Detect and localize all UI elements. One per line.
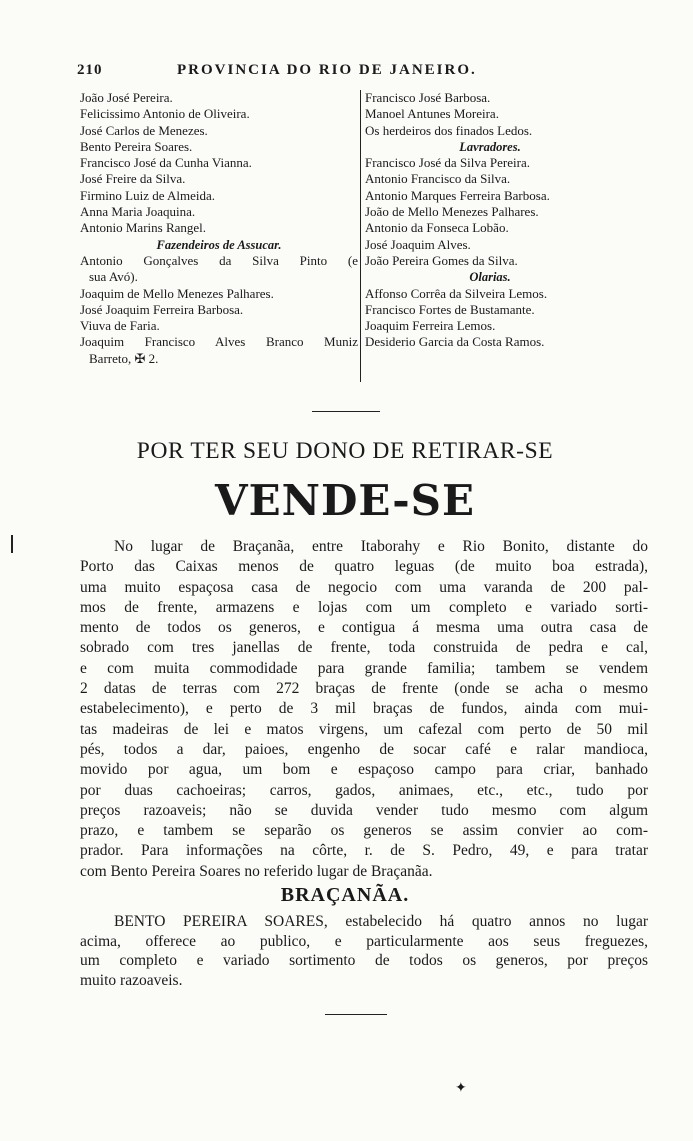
list-item: Firmino Luiz de Almeida. <box>80 187 216 203</box>
text-line: uma muito espaçosa casa de negocio com uma varanda de 200 pal- <box>80 578 648 596</box>
text-line: muito razoaveis. <box>80 971 183 989</box>
section-heading-olarias: Olarias. <box>469 270 511 285</box>
text-line: sobrado com tres janellas de frente, toda construida de pedra e cal, <box>80 639 648 657</box>
advert-sub-heading: BRAÇANÃA. <box>280 884 410 906</box>
advert-headline: VENDE-SE <box>215 476 475 525</box>
text-line: movido por agua, um bom e espaçoso campo para criar, banhado <box>80 761 648 779</box>
page-header <box>77 62 547 82</box>
section-divider <box>312 411 380 412</box>
list-item: José Carlos de Menezes. <box>80 122 208 138</box>
list-item: José Joaquim Ferreira Barbosa. <box>80 301 244 317</box>
list-item: Manoel Antunes Moreira. <box>365 106 499 122</box>
ornament-icon: ✦ <box>455 1081 467 1096</box>
list-item: João José Pereira. <box>80 90 173 105</box>
text-line: mos de frente, armazens e lojas com um completo e variado sorti- <box>80 598 648 616</box>
text-line: prador. Para informações na côrte, r. de S. Pedro, 49, e para tratar <box>80 842 648 860</box>
list-item: Antonio Francisco da Silva. <box>365 171 511 187</box>
text-line: acima, offerece ao publico, e particularmente aos seus freguezes, <box>80 932 648 950</box>
list-item: João Pereira Gomes da Silva. <box>365 252 518 268</box>
list-item: Francisco José da Silva Pereira. <box>365 155 530 171</box>
list-item: Felicissimo Antonio de Oliveira. <box>80 106 250 122</box>
section-heading-lavradores: Lavradores. <box>459 139 521 154</box>
list-item: Antonio Gonçalves da Silva Pinto (e <box>80 252 358 268</box>
margin-mark <box>11 535 13 553</box>
text-line: prazo, e tambem se separão os generos se assim convier ao com- <box>80 822 648 840</box>
list-item: Antonio da Fonseca Lobão. <box>365 220 509 236</box>
text-line: mento de todos os generos, e contigua á mesma uma outra casa de <box>80 619 648 637</box>
list-item: Antonio Marques Ferreira Barbosa. <box>365 187 550 203</box>
section-divider <box>325 1014 387 1015</box>
text-line: BENTO PEREIRA SOARES, estabelecido há quatro annos no lugar <box>114 913 648 930</box>
text-line: e com muita commodidade para grande familia; tambem se vendem <box>80 659 648 677</box>
list-item: Anna Maria Joaquina. <box>80 204 196 220</box>
running-title: PROVINCIA DO RIO DE JANEIRO. <box>177 62 477 78</box>
advert-body <box>80 537 648 882</box>
text-line: por duas cachoeiras; carros, gados, animaes, etc., etc., tudo por <box>80 781 648 799</box>
section-heading-fazendeiros: Fazendeiros de Assucar. <box>156 237 282 252</box>
text-line: um completo e variado sortimento de todos os generos, por preços <box>80 952 648 969</box>
right-column <box>365 90 615 351</box>
list-item: Antonio Marins Rangel. <box>80 220 207 236</box>
directory-columns <box>80 90 612 388</box>
list-item: Joaquim de Mello Menezes Palhares. <box>80 285 274 301</box>
text-line: 2 datas de terras com 272 braças de frente (onde se acha o mesmo <box>80 680 648 698</box>
list-item: José Joaquim Alves. <box>365 236 471 252</box>
list-item: Affonso Corrêa da Silveira Lemos. <box>365 285 548 301</box>
text-line: com Bento Pereira Soares no referido lugar de Braçanãa. <box>80 862 433 880</box>
text-line: tas madeiras de lei e matos virgens, um cafezal com perto de 50 mil <box>80 720 648 738</box>
text-line: preços razoaveis; não se duvida vender tudo mesmo com algum <box>80 801 648 819</box>
left-column <box>80 90 358 367</box>
text-line: pés, todos a dar, paioes, engenho de socar café e ralar mandioca, <box>80 740 648 758</box>
advert-notice <box>80 912 648 990</box>
list-item: Bento Pereira Soares. <box>80 138 193 154</box>
list-item: Joaquim Ferreira Lemos. <box>365 318 496 334</box>
page-number: 210 <box>77 62 103 78</box>
list-item: Francisco José da Cunha Vianna. <box>80 155 252 171</box>
list-item-continuation: Barreto, ✠ 2. <box>89 350 159 366</box>
text-line: estabelecimento), e perto de 3 mil braças de fundos, ainda com mui- <box>80 700 648 718</box>
list-item: José Freire da Silva. <box>80 171 186 187</box>
list-item-continuation: sua Avó). <box>89 269 138 285</box>
list-item: Viuva de Faria. <box>80 318 160 334</box>
text-line: Porto das Caixas menos de quatro leguas (de muito boa estrada), <box>80 558 648 576</box>
advert-title: POR TER SEU DONO DE RETIRAR-SE <box>136 438 554 464</box>
list-item: Francisco Fortes de Bustamante. <box>365 301 535 317</box>
list-item: Os herdeiros dos finados Ledos. <box>365 122 533 138</box>
list-item: João de Mello Menezes Palhares. <box>365 204 539 220</box>
text-line: No lugar de Braçanãa, entre Itaborahy e Rio Bonito, distante do <box>114 538 648 555</box>
list-item: Desiderio Garcia da Costa Ramos. <box>365 334 545 350</box>
list-item: Francisco José Barbosa. <box>365 90 491 105</box>
column-divider <box>360 90 361 382</box>
list-item: Joaquim Francisco Alves Branco Muniz <box>80 334 358 350</box>
